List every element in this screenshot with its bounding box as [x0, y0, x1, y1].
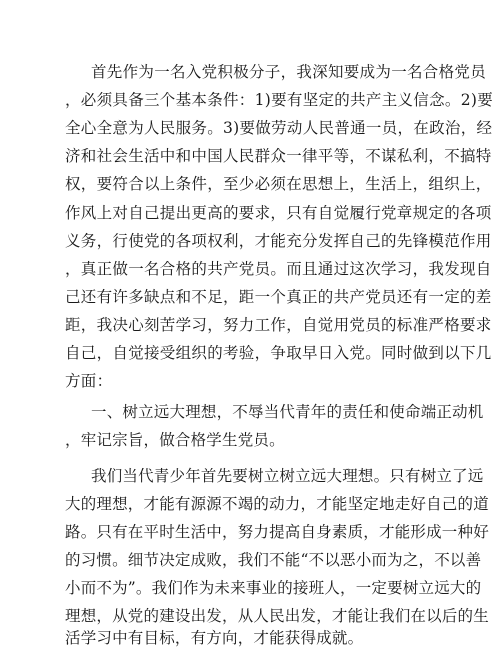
text-line: 路。只有在平时生活中，努力提高自身素质，才能形成一种好	[65, 523, 489, 541]
text-line: 方面：	[65, 372, 113, 390]
text-line: 距，我决心刻苦学习，努力工作，自觉用党员的标准严格要求	[65, 316, 492, 334]
text-line: ，真正做一名合格的共产党员。而且通过这次学习，我发现自	[65, 260, 492, 278]
text-line: 小而不为”。我们作为未来事业的接班人，一定要树立远大的	[65, 579, 482, 597]
text-line: 活学习中有目标，有方向，才能获得成就。	[65, 629, 364, 647]
text-line: 作风上对自己提出更高的要求，只有自觉履行党章规定的各项	[65, 204, 492, 222]
text-line: 己还有许多缺点和不足，距一个真正的共产党员还有一定的差	[65, 288, 492, 306]
text-line: 全心全意为人民服务。3)要做劳动人民普通一员，在政治，经	[65, 119, 493, 137]
text-line: 理想，从党的建设出发，从人民出发，才能让我们在以后的生	[65, 607, 489, 625]
text-line: 的习惯。细节决定成败，我们不能“不以恶小而为之，不以善	[65, 551, 482, 569]
text-line: 首先作为一名入党积极分子，我深知要成为一名合格党员	[91, 63, 487, 81]
text-line: ，牢记宗旨，做合格学生党员。	[65, 431, 285, 449]
text-line: 一、树立远大理想，不辱当代青年的责任和使命端正动机	[91, 403, 484, 421]
text-line: 济和社会生活中和中国人民群众一律平等，不谋私利，不搞特	[65, 147, 492, 165]
text-line: ，必须具备三个基本条件：1)要有坚定的共产主义信念。2)要	[65, 91, 494, 109]
text-line: 大的理想，才能有源源不竭的动力，才能坚定地走好自己的道	[65, 495, 489, 513]
text-line: 权，要符合以上条件，至少必须在思想上，生活上，组织上，	[65, 175, 492, 193]
text-line: 自己，自觉接受组织的考验，争取早日入党。同时做到以下几	[65, 344, 492, 362]
text-line: 义务，行使党的各项权利，才能充分发挥自己的先锋模范作用	[65, 232, 492, 250]
text-line: 我们当代青少年首先要树立树立远大理想。只有树立了远	[91, 467, 484, 485]
